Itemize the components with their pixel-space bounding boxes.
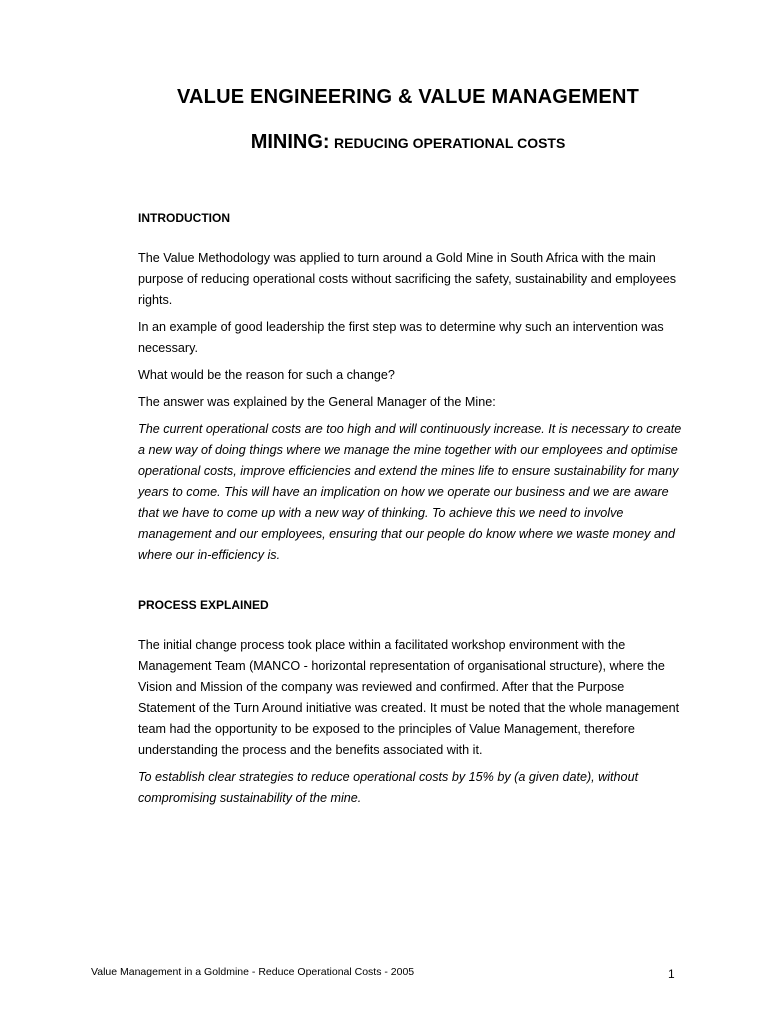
paragraph: The initial change process took place within a facilitated workshop environment with the Management Team (MANCO - horizontal representation of organisational structure), where the Vision and Mission of the company was reviewed and confirmed. After that the Purpose Statement of the Turn Around initiative was created. It must be noted that the whole management team had the opportunity to be exposed to the principles of Value Management, therefore understanding the process and the benefits associated with it.	[138, 638, 680, 757]
section-heading-process: PROCESS EXPLAINED	[138, 598, 269, 612]
document-subtitle	[0, 131, 768, 154]
quote-general-manager: The current operational costs are too high and will continuously increase. It is necessary to create a new way of doing things where we manage the mine together with our employees and optimise operational costs, improve efficiencies and extend the mines life to ensure sustainability for many years to come. This will have an implication on how we operate our business and we are aware that we have to come up with a new way of thinking. To achieve this we need to involve management and our employees, ensuring that our people do know where we waste money and where our in-efficiency is.	[138, 422, 682, 562]
subtitle-rest: REDUCING OPERATIONAL COSTS	[334, 135, 566, 151]
section-spacer	[138, 572, 683, 595]
subtitle-main: MINING:	[250, 131, 330, 153]
page-number: 1	[668, 967, 675, 981]
section-heading-introduction: INTRODUCTION	[138, 211, 230, 225]
purpose-statement: To establish clear strategies to reduce operational costs by 15% by (a given date), without compromising sustainability of the mine.	[138, 770, 639, 805]
paragraph: In an example of good leadership the first step was to determine why such an intervention was necessary.	[138, 320, 664, 355]
document-body	[138, 208, 683, 815]
footer-text: Value Management in a Goldmine - Reduce Operational Costs - 2005	[91, 966, 415, 978]
paragraph: What would be the reason for such a change?	[138, 368, 395, 382]
paragraph: The Value Methodology was applied to turn around a Gold Mine in South Africa with the main purpose of reducing operational costs without sacrificing the safety, sustainability and employees rights.	[138, 251, 677, 307]
document-title: VALUE ENGINEERING & VALUE MANAGEMENT	[176, 86, 640, 108]
paragraph: The answer was explained by the General Manager of the Mine:	[138, 395, 496, 409]
